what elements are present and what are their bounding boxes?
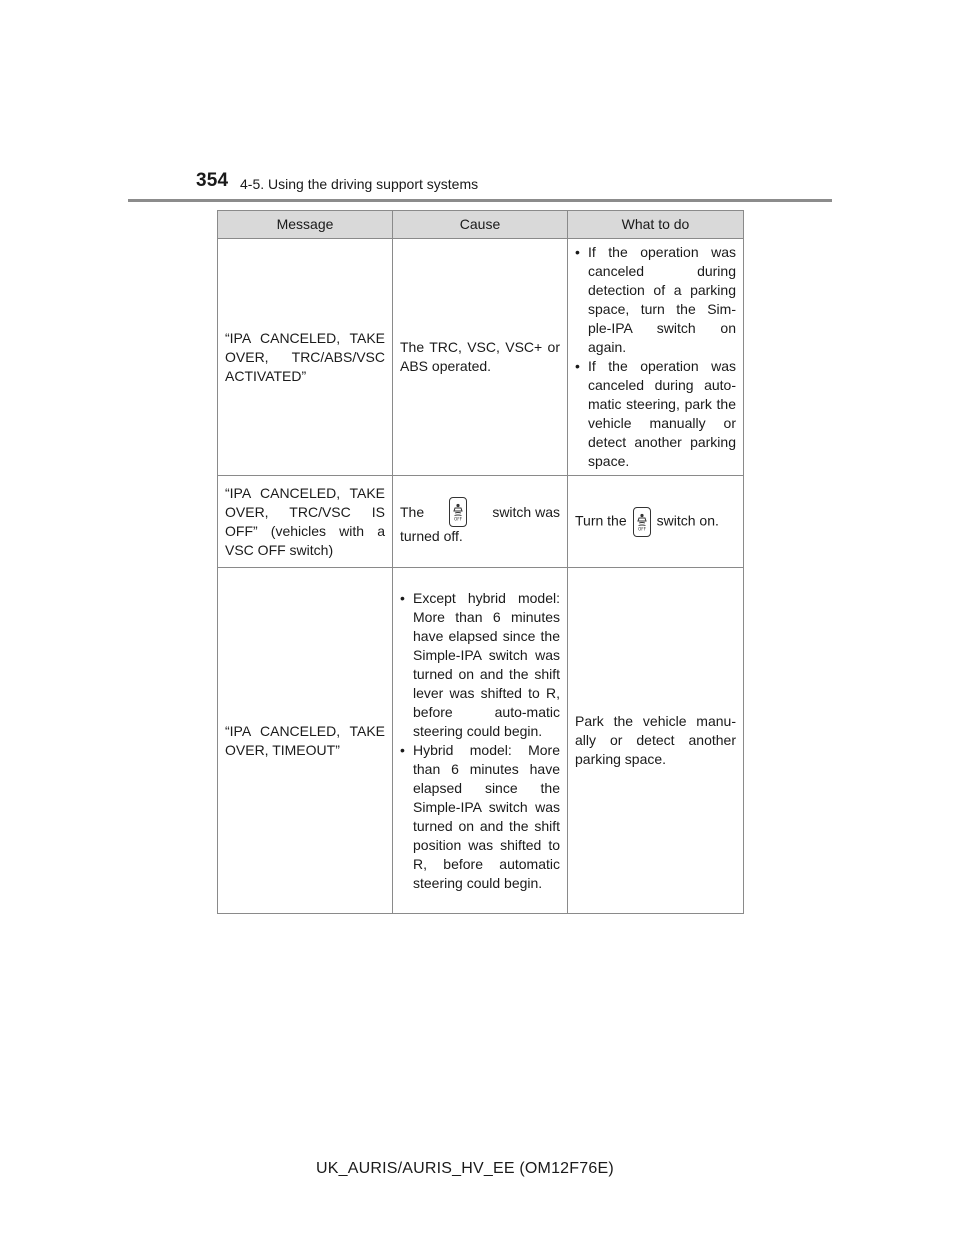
cause-text-before: The [400, 503, 425, 520]
column-header-cause: Cause [393, 211, 568, 239]
table-row [218, 239, 744, 476]
column-header-message: Message [218, 211, 393, 239]
action-text-before: Turn the [575, 512, 627, 529]
table-row [218, 476, 744, 568]
header-rule [128, 199, 832, 202]
what-to-do-cell [568, 476, 744, 568]
cause-text-end: turned off. [400, 528, 463, 544]
cause-cell [393, 476, 568, 568]
action-text-after: switch on. [656, 512, 719, 529]
cause-cell: The TRC, VSC, VSC+ or ABS operated. [393, 239, 568, 476]
table-row [218, 568, 744, 914]
what-to-do-cell [568, 239, 744, 476]
document-code: UK_AURIS/AURIS_HV_EE (OM12F76E) [316, 1160, 614, 1177]
section-title: 4-5. Using the driving support systems [240, 176, 479, 192]
cause-item: • Hybrid model: More than 6 minutes have elapsed since the Simple-IPA switch was turned on and the shift position was shifted to R, before automatic steering could begin. [400, 741, 560, 893]
what-to-do-cell: Park the vehicle manu-ally or detect another parking space. [568, 568, 744, 914]
cause-cell [393, 568, 568, 914]
column-header-what-to-do: What to do [568, 211, 744, 239]
vsc-off-switch-icon [633, 507, 651, 537]
action-item: • If the operation was canceled during auto-matic steering, park the vehicle manually or detect another parking space. [575, 357, 736, 471]
message-cell: “IPA CANCELED, TAKE OVER, TIMEOUT” [218, 568, 393, 914]
vsc-off-switch-icon [449, 497, 467, 527]
message-cell: “IPA CANCELED, TAKE OVER, TRC/VSC IS OFF” (vehicles with a VSC OFF switch) [218, 476, 393, 568]
message-cell: “IPA CANCELED, TAKE OVER, TRC/ABS/VSC ACTIVATED” [218, 239, 393, 476]
cause-item: • Except hybrid model: More than 6 minutes have elapsed since the Simple-IPA switch was turned on and the shift lever was shifted to R, before auto-matic steering could begin. [400, 589, 560, 741]
message-table [217, 210, 744, 914]
svg-text:OFF: OFF [637, 526, 646, 531]
cause-text-after: switch was [492, 503, 560, 520]
svg-text:OFF: OFF [454, 516, 463, 521]
action-item: • If the operation was canceled during detection of a parking space, turn the Sim-ple-IPA switch on again. [575, 243, 736, 357]
cause-list [400, 589, 560, 893]
action-list [575, 243, 736, 471]
table-header-row [218, 211, 744, 239]
page-number: 354 [196, 170, 229, 191]
cause-line [400, 497, 560, 527]
